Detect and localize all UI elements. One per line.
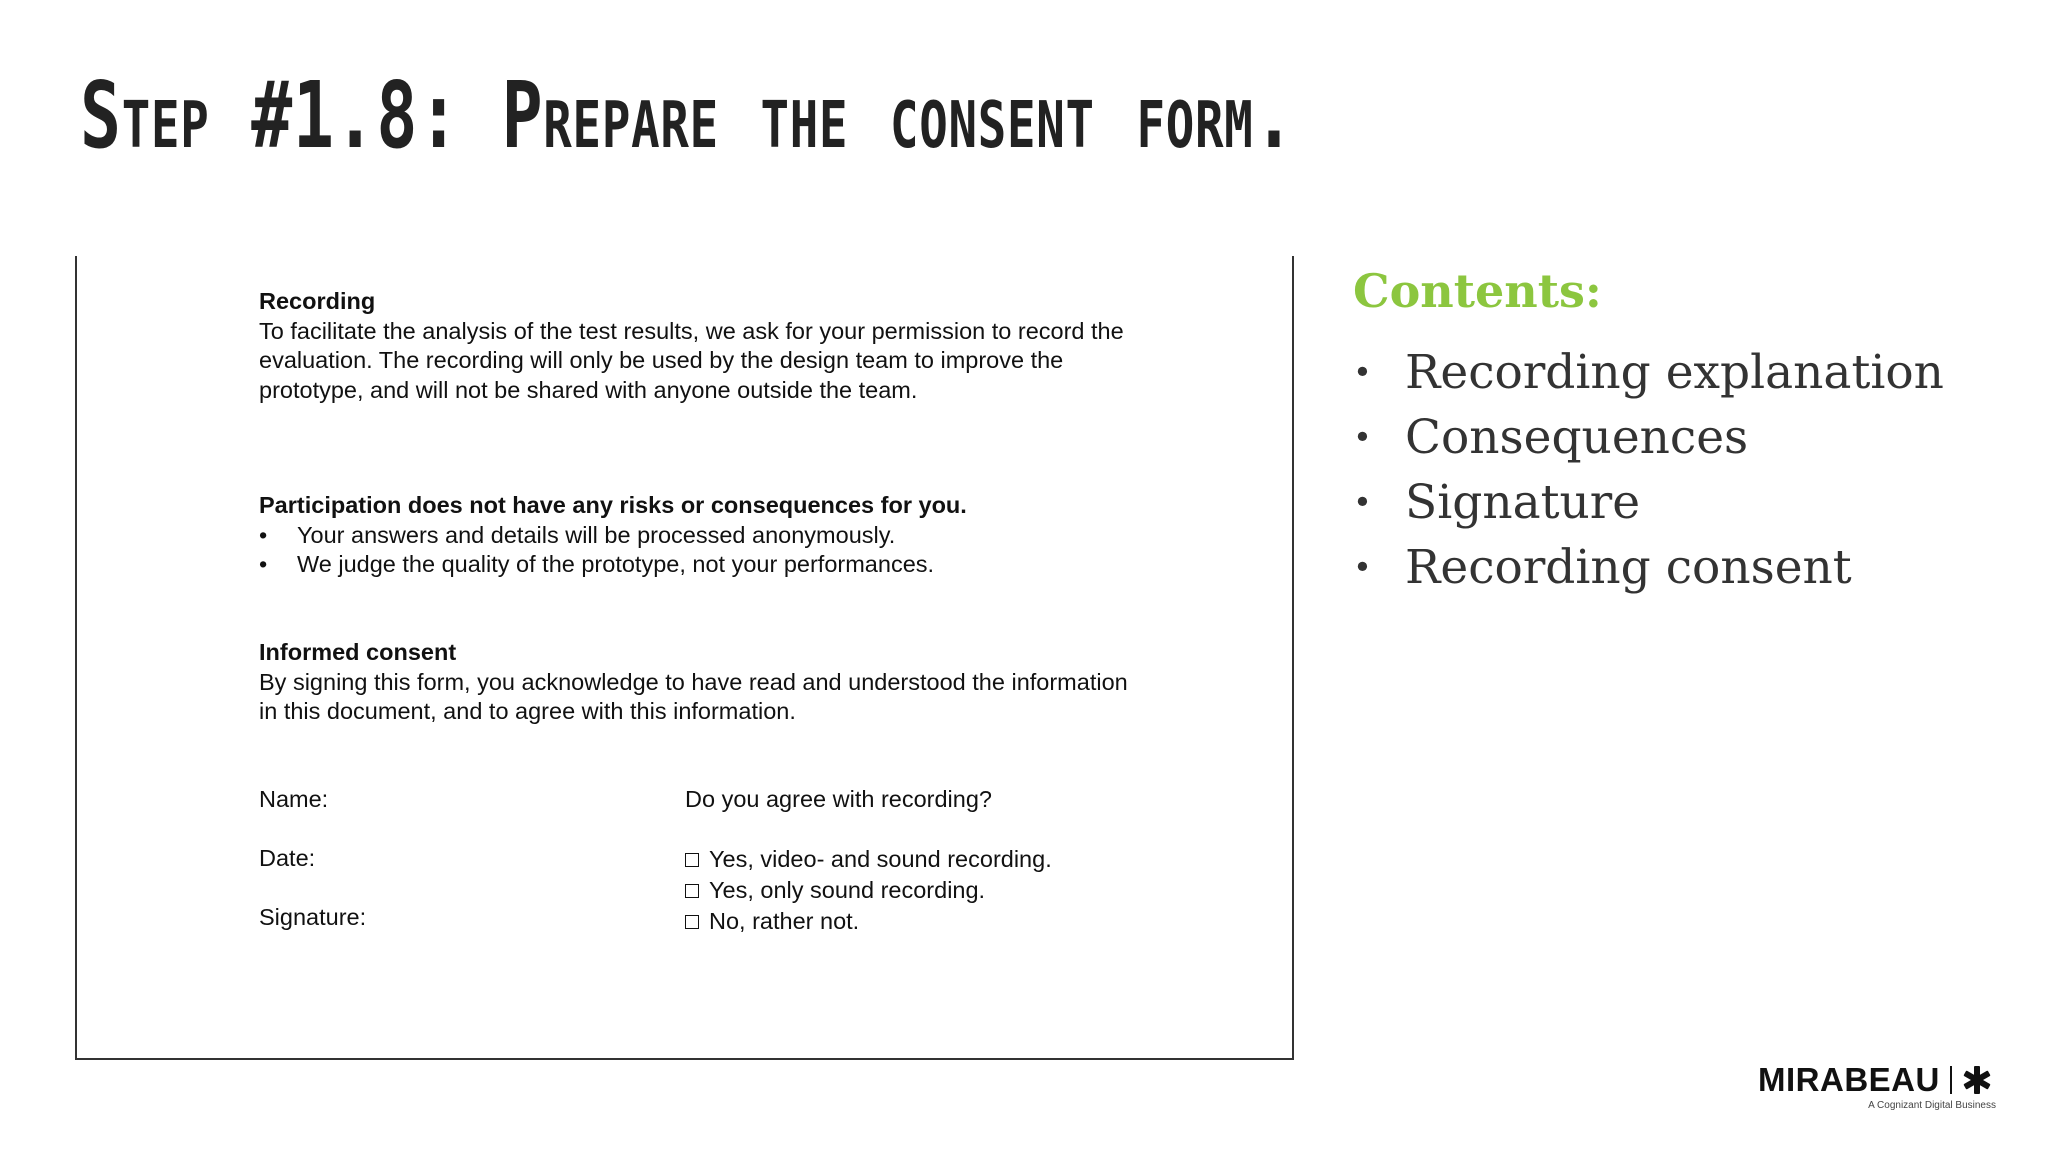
bullet-icon: • [1353,418,1372,456]
brand-name: MIRABEAU [1758,1061,1940,1098]
bullet-icon: • [1353,483,1372,521]
recording-option-label: No, rather not. [709,908,860,934]
recording-option [685,875,1052,906]
informed-consent-text: By signing this form, you acknowledge to have read and understood the information in this document, and to agree with this information. [259,668,1128,724]
recording-section [259,287,1139,405]
recording-question: Do you agree with recording? [685,786,992,812]
recording-option [685,906,1052,937]
brand-logo [1758,1063,1998,1111]
contents-item [1353,535,1944,600]
contents-list [1353,340,1944,600]
bullet-icon: • [1353,548,1372,586]
contents-item-label: Signature [1405,475,1641,530]
recording-option-label: Yes, video- and sound recording. [709,846,1052,872]
participation-bullets [259,521,1139,580]
asterisk-icon [1962,1065,1992,1095]
brand-tagline: A Cognizant Digital Business [1868,1100,1996,1111]
checkbox-icon [685,915,699,929]
brand-divider [1950,1066,1952,1094]
checkbox-icon [685,884,699,898]
bullet-icon: • [259,551,268,577]
bullet-icon: • [259,521,268,548]
recording-option-label: Yes, only sound recording. [709,877,986,903]
participation-bullet-text: We judge the quality of the prototype, not your performances. [297,551,935,577]
contents-item-label: Recording explanation [1405,345,1944,400]
participation-heading: Participation does not have any risks or consequences for you. [259,492,967,518]
participation-section [259,491,1139,580]
participation-bullet-text: Your answers and details will be processed anonymously. [297,521,896,548]
brand-row [1758,1063,1998,1096]
contents-item-label: Consequences [1405,410,1749,465]
contents-item [1353,405,1944,470]
recording-text: To facilitate the analysis of the test results, we ask for your permission to record the evaluation. The recording will only be used by the design team to improve the prototype, and will not be shared with anyone outside the team. [259,317,1124,403]
contents-title: Contents: [1353,264,1602,318]
bullet-icon: • [1353,353,1372,391]
contents-item-label: Recording consent [1405,540,1852,595]
contents-item [1353,470,1944,535]
informed-consent-section [259,638,1139,727]
slide-title: Step #1.8: Prepare the consent form. [80,62,1296,169]
participation-bullet [259,550,1139,580]
date-field-label: Date: [259,845,316,871]
contents-item [1353,340,1944,405]
participation-bullet [259,521,1139,551]
checkbox-icon [685,853,699,867]
name-field-label: Name: [259,786,329,812]
recording-heading: Recording [259,288,376,314]
signature-field-label: Signature: [259,904,367,930]
informed-consent-heading: Informed consent [259,639,457,665]
recording-option [685,844,1052,875]
recording-options [685,844,1052,937]
